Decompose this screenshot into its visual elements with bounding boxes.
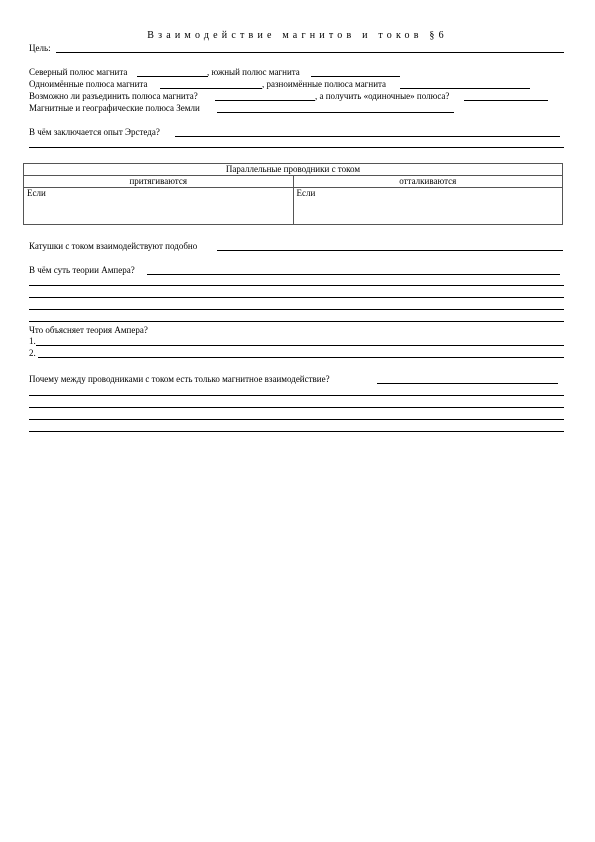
cell-attract[interactable] — [24, 188, 294, 225]
separate-poles-answer-line[interactable] — [215, 100, 315, 101]
same-poles-answer-line[interactable] — [160, 88, 262, 89]
item-2-answer-line[interactable] — [38, 357, 564, 358]
separate-poles-label: Возможно ли разъединить полюса магнита? — [29, 91, 198, 101]
cell-repel-text: Если — [296, 188, 316, 198]
item-2-label: 2. — [29, 348, 36, 358]
magnetic-answer-line-2[interactable] — [29, 395, 564, 396]
oersted-answer-line-2[interactable] — [29, 147, 564, 148]
cell-attract-text: Если — [27, 188, 46, 198]
magnetic-answer-line-1[interactable] — [377, 383, 558, 384]
ampere-answer-line-3[interactable] — [29, 297, 564, 298]
south-pole-answer-line[interactable] — [311, 76, 400, 77]
ampere-answer-line-5[interactable] — [29, 321, 564, 322]
earth-poles-label: Магнитные и географические полюса Земли — [29, 103, 200, 113]
ampere-answer-line-2[interactable] — [29, 285, 564, 286]
item-1-label: 1. — [29, 336, 36, 346]
magnetic-answer-line-4[interactable] — [29, 419, 564, 420]
north-pole-label: Северный полюс магнита — [29, 67, 128, 77]
south-pole-label: , южный полюс магнита — [207, 67, 300, 77]
single-poles-answer-line[interactable] — [464, 100, 548, 101]
cell-repel[interactable] — [293, 188, 563, 225]
column-header-repel: отталкиваются — [293, 176, 563, 188]
goal-answer-line[interactable] — [56, 52, 564, 53]
ampere-answer-line-1[interactable] — [147, 274, 560, 275]
oersted-question: В чём заключается опыт Эрстеда? — [29, 127, 160, 137]
opposite-poles-answer-line[interactable] — [400, 88, 530, 89]
opposite-poles-label: , разноимённые полюса магнита — [262, 79, 387, 89]
parallel-conductors-table — [23, 163, 563, 225]
ampere-explains-question: Что объясняет теория Ампера? — [29, 325, 148, 335]
oersted-answer-line[interactable] — [175, 136, 560, 137]
ampere-answer-line-4[interactable] — [29, 309, 564, 310]
coils-answer-line[interactable] — [217, 250, 563, 251]
item-1-answer-line[interactable] — [36, 345, 564, 346]
magnetic-answer-line-3[interactable] — [29, 407, 564, 408]
magnetic-answer-line-5[interactable] — [29, 431, 564, 432]
single-poles-label: , а получить «одиночные» полюса? — [315, 91, 450, 101]
earth-poles-answer-line[interactable] — [217, 112, 454, 113]
north-pole-answer-line[interactable] — [137, 76, 208, 77]
column-header-attract: притягиваются — [24, 176, 294, 188]
ampere-question: В чём суть теории Ампера? — [29, 265, 135, 275]
coils-label: Катушки с током взаимодействуют подобно — [29, 241, 198, 251]
goal-label: Цель: — [29, 43, 51, 53]
magnetic-question: Почему между проводниками с током есть только магнитное взаимодействие? — [29, 374, 330, 384]
table-caption: Параллельные проводники с током — [24, 164, 563, 176]
page-title: Взаимодействие магнитов и токов §6 — [147, 30, 448, 41]
same-poles-label: Одноимённые полюса магнита — [29, 79, 148, 89]
